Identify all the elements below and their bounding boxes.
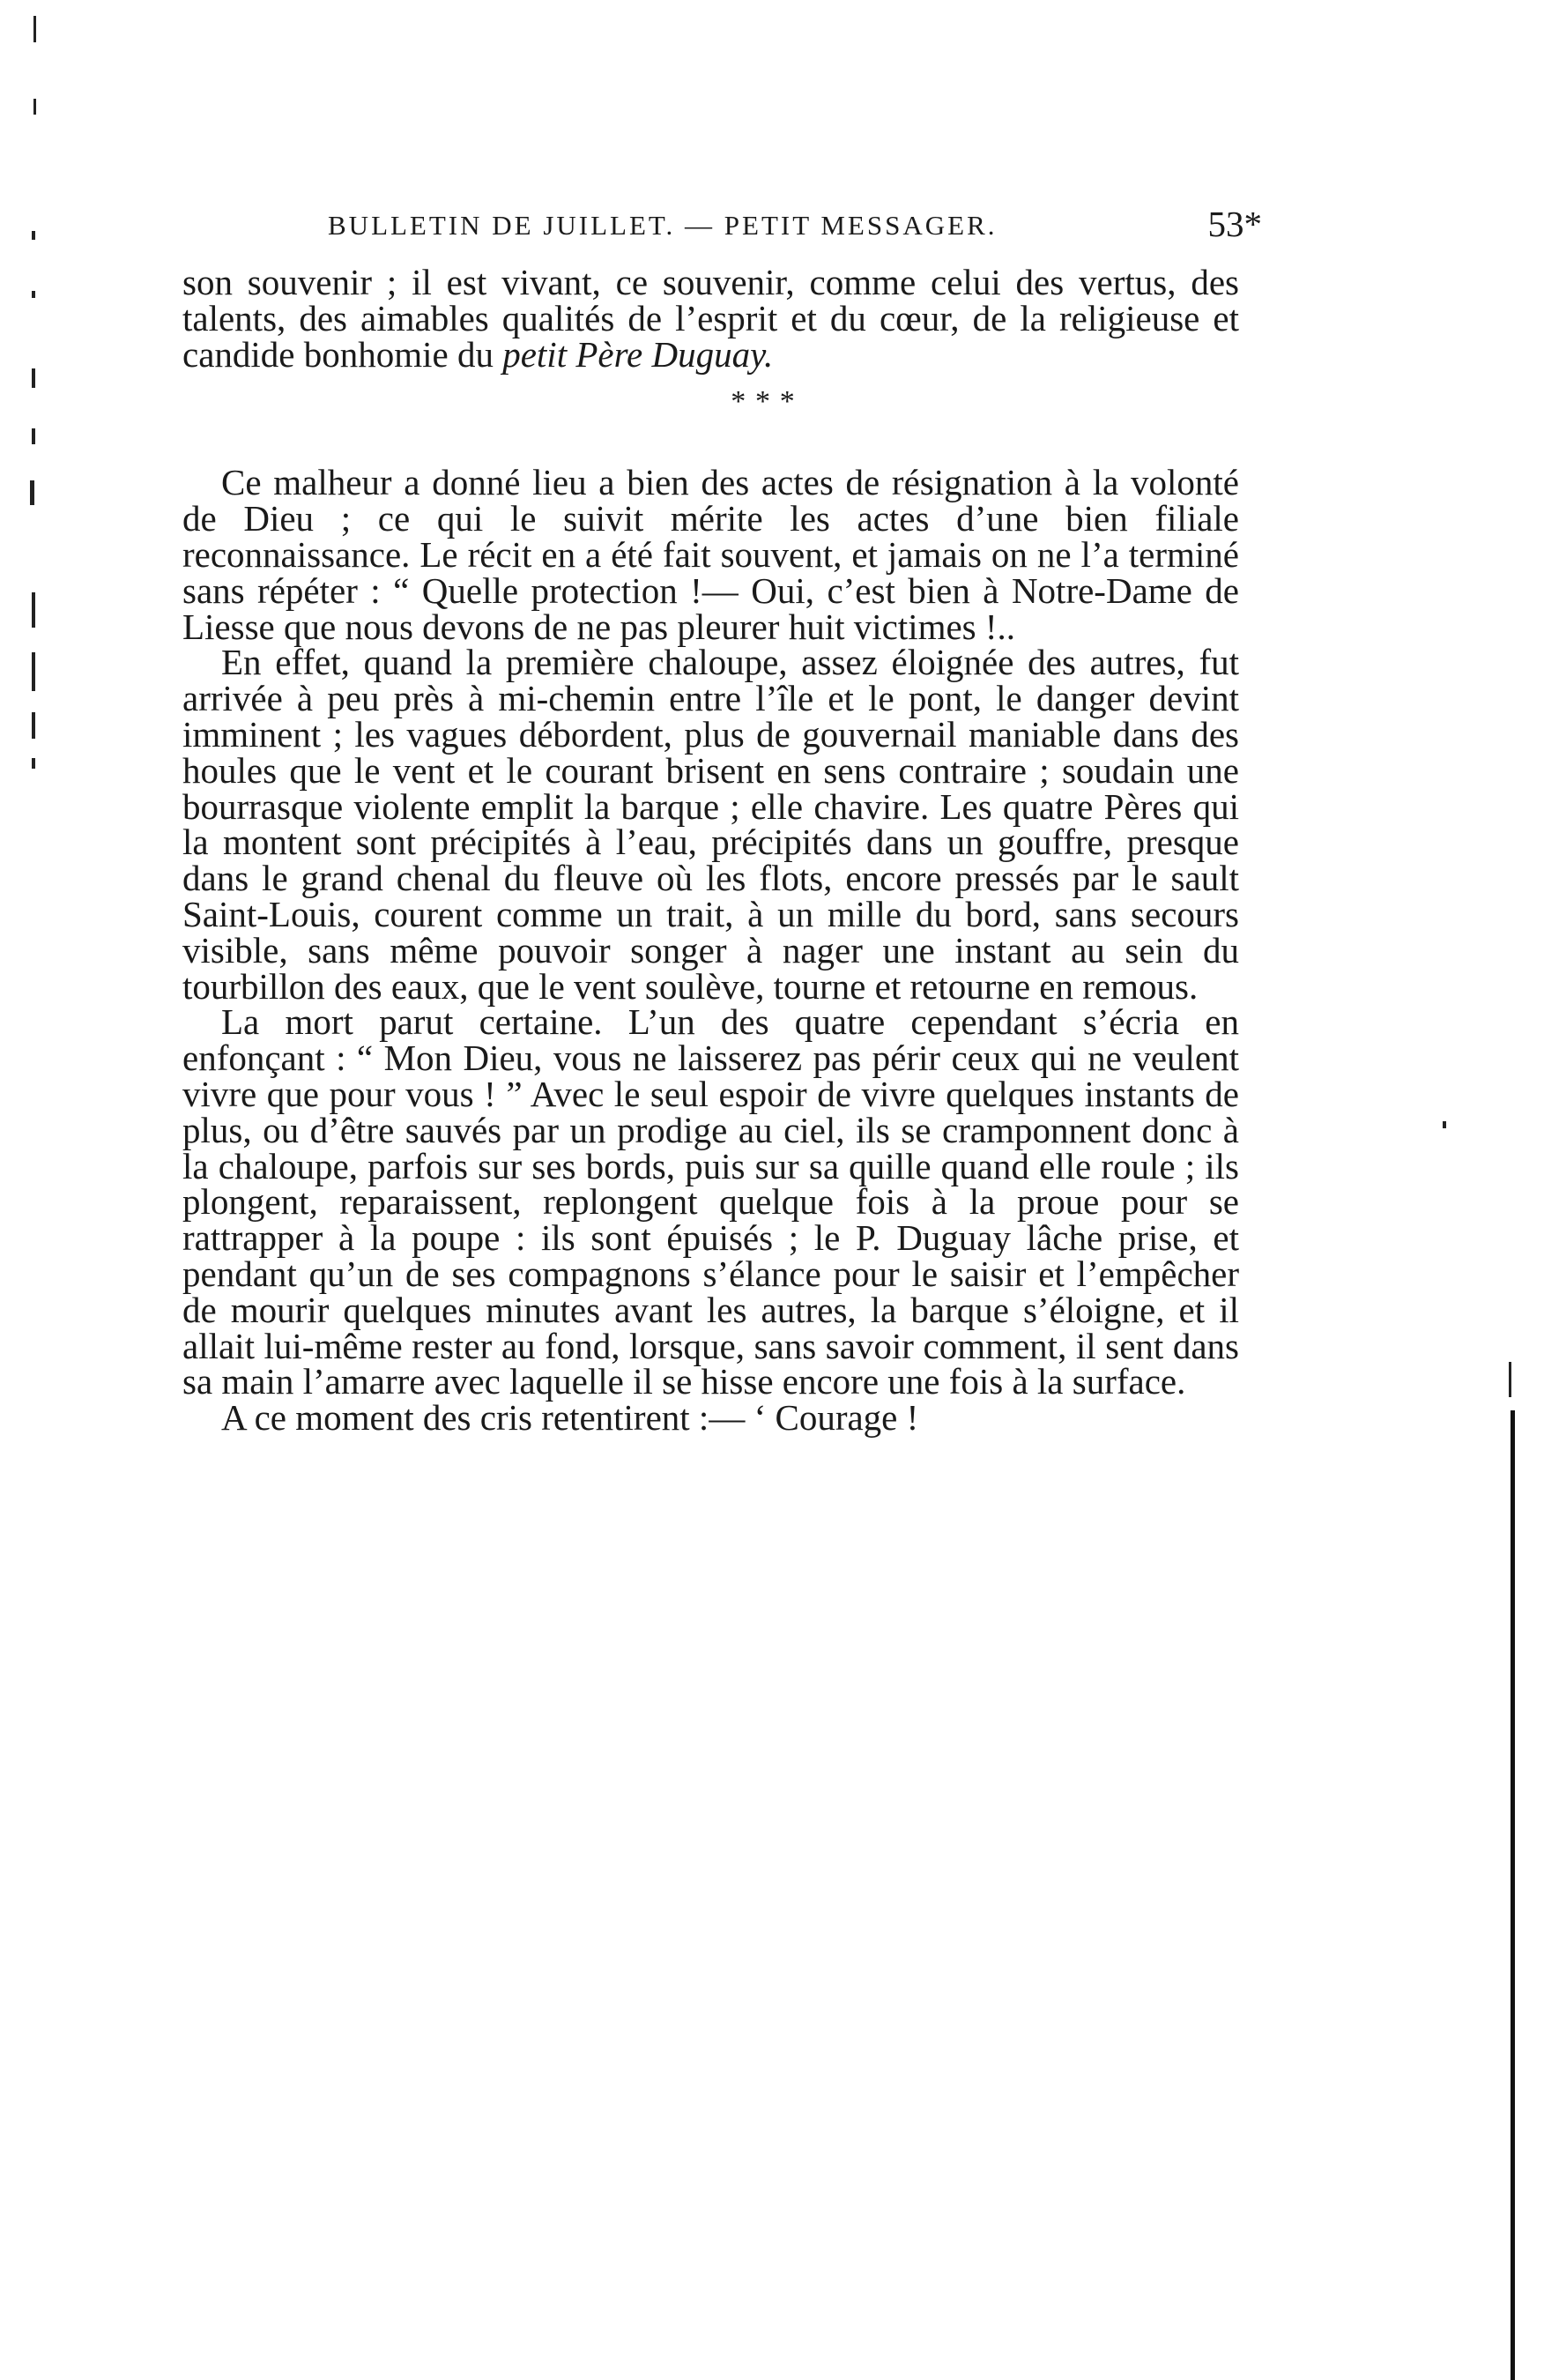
paragraph-1-text: son souvenir ; il est vivant, ce souvenir, comme celui des vertus, des talents, des aimables qualités de l’esprit et du cœur, de la religieuse et candide bonhomie du (182, 262, 1239, 375)
running-head-title: BULLETIN DE JUILLET. — PETIT MESSAGER. (328, 210, 998, 241)
running-head (328, 203, 1262, 256)
paragraph-1 (182, 262, 1239, 375)
margin-speck (32, 291, 35, 298)
paragraph-1-italic-name: petit Père Duguay. (502, 333, 774, 375)
margin-speck (32, 712, 35, 739)
scan-edge-line (1511, 1410, 1515, 2380)
paragraph-5: A ce moment des cris retentirent :— ‘ Courage ! (221, 1397, 919, 1439)
margin-speck (32, 231, 35, 240)
margin-speck (32, 428, 35, 444)
margin-speck (32, 592, 35, 628)
body-text (182, 262, 1239, 1439)
margin-speck (32, 758, 35, 769)
paragraph-4: La mort parut certaine. L’un des quatre cependant s’écria en enfonçant : “ Mon Dieu, vous ne laisserez pas périr ceux qui ne veulent vivre que pour vous ! ” Avec le seul espoir de vivre quelques instants de plus, ou d’être sauvés par un prodige au ciel, ils se cramponnent donc à la chaloupe, parfois sur ses bords, puis sur sa quille quand elle roule ; ils plongent, reparaissent, replongent quelque fois à la proue pour se rattrapper à la poupe : ils sont épuisés ; le P. Duguay lâche prise, et pendant qu’un de ses compagnons s’élance pour le saisir et l’empêcher de mourir quelques minutes avant les autres, la barque s’éloigne, et il allait lui-même rester au fond, lorsque, sans savoir comment, il sent dans sa main l’amarre avec laquelle il se hisse encore une fois à la surface. (182, 1001, 1239, 1402)
margin-speck (1443, 1121, 1446, 1128)
paragraph-3: En effet, quand la première chaloupe, assez éloignée des autres, fut arrivée à peu près à mi-chemin entre l’île et le pont, le danger devint imminent ; les vagues débordent, plus de gouvernail maniable dans des houles que le vent et le courant brisent en sens contraire ; soudain une bourrasque violente emplit la barque ; elle chavire. Les quatre Pères qui la montent sont précipités à l’eau, précipités dans un gouffre, presque dans le grand chenal du fleuve où les flots, encore pressés par le sault Saint-Louis, courent comme un trait, à un mille du bord, sans secours visible, sans même pouvoir songer à nager une instant au sein du tourbillon des eaux, que le vent soulève, tourne et retourne en remous. (182, 642, 1239, 1007)
margin-speck (1509, 1362, 1511, 1397)
section-ornament: * * * (731, 385, 797, 419)
margin-speck (33, 16, 36, 42)
margin-speck (32, 652, 35, 691)
paragraph-2: Ce malheur a donné lieu a bien des actes de résignation à la volonté de Dieu ; ce qui le suivit mérite les actes d’une bien filiale reconnaissance. Le récit en a été fait souvent, et jamais on ne l’a terminé sans répéter : “ Quelle protection !— Oui, c’est bien à Notre-Dame de Liesse que nous devons de ne pas pleurer huit victimes !.. (182, 462, 1239, 647)
margin-speck (33, 99, 36, 115)
page-number: 53* (1207, 204, 1262, 244)
margin-speck (32, 368, 35, 388)
margin-speck (30, 480, 34, 505)
